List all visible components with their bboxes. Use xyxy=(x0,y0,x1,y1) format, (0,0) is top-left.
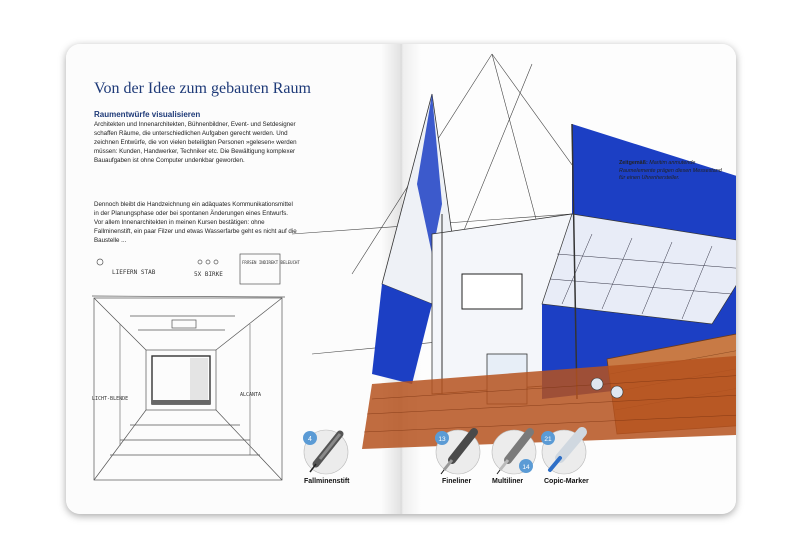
sketch-note-right: ALCANTA xyxy=(240,392,262,398)
sketch-note-top-left: LIEFERN STAB xyxy=(112,269,156,276)
tool-number-21: 21 xyxy=(544,436,552,443)
sketch-note-top-right: FRÄSEN INDIREKT BELEUCHT xyxy=(242,260,300,265)
body-paragraph-1: Architekten und Innenarchitekten, Bühnenbildner, Event- und Setdesigner schaffen Räume, die unterschiedlichen Aufgaben gerecht werden. Und zeichnen Entwürfe, die von vielen beteiligten Personen »gelesen« werden müssen: Kunden, Handwerker, Techniker etc. Die Bewältigung komplexer Bauaufgaben ist ohne Computer undenkbar geworden. xyxy=(94,121,297,164)
section-subtitle: Raumentwürfe visualisieren xyxy=(94,110,201,119)
exhibition-booth-illustration xyxy=(292,54,732,414)
tool-number-4: 4 xyxy=(308,436,312,443)
tool-label-copic-marker: Copic-Marker xyxy=(544,478,589,485)
body-paragraph-2: Dennoch bleibt die Handzeichnung ein adäquates Kommunikationsmittel in der Planungsphase oder bei spontanen Änderungen eines Entwurfs. Vor allem Innenarchitekten in meinen Kursen bestätigen: ohne Fallminenstift, ein paar Filzer und etwas Wasserfarbe geht es nicht auf die Baustelle ... xyxy=(94,201,297,244)
pencil-sketch-illustration xyxy=(90,250,300,490)
caption-label: Zeitgemäß: xyxy=(619,160,648,166)
fallminenstift-tool-icon xyxy=(302,428,350,476)
tool-label-fallminenstift: Fallminenstift xyxy=(304,478,350,485)
page-title: Von der Idee zum gebauten Raum xyxy=(94,80,311,97)
copic-marker-tool-icon xyxy=(540,428,588,476)
tool-label-fineliner: Fineliner xyxy=(442,478,472,485)
multiliner-tool-icon xyxy=(490,428,538,476)
sketch-note-left: LICHT-BLENDE xyxy=(92,396,129,402)
tool-number-14: 14 xyxy=(522,464,530,471)
book-spread xyxy=(66,44,736,514)
tool-number-13: 13 xyxy=(438,436,446,443)
image-caption xyxy=(619,160,729,183)
tool-label-multiliner: Multiliner xyxy=(492,478,524,485)
sketch-note-top-mid: 5X BIRKE xyxy=(194,271,223,278)
caption-text: Maritim anmutende Raumelemente prägen diesen Messestand für einen Uhrenhersteller. xyxy=(619,160,722,181)
fineliner-tool-icon xyxy=(434,428,482,476)
